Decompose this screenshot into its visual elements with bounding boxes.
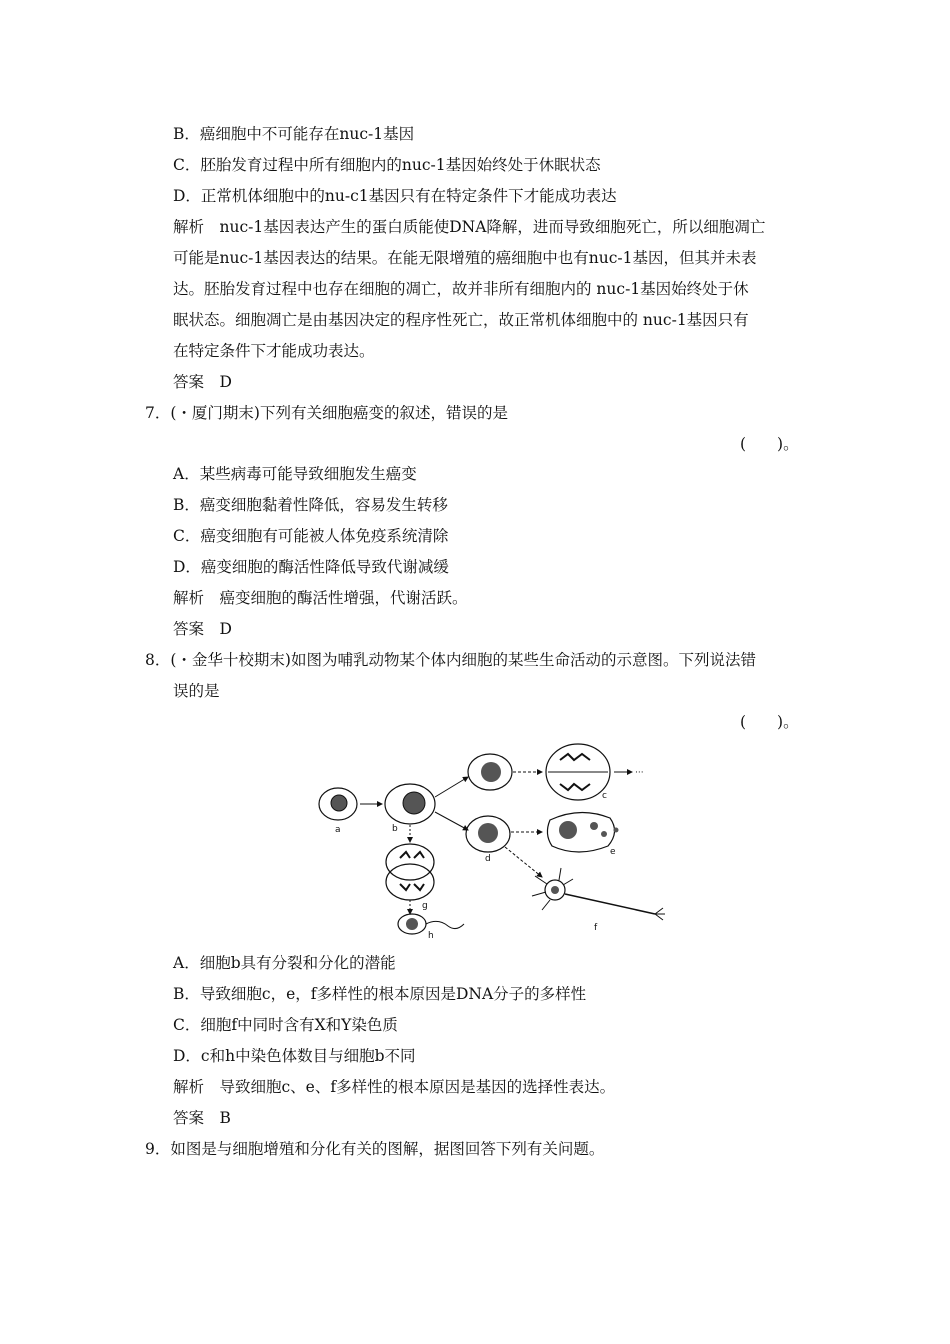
q6-answer: 答案 D [173,373,232,391]
label-g: g [422,901,428,911]
q7-analysis: 解析 癌变细胞的酶活性增强，代谢活跃。 [173,589,468,607]
q7-option-b: B．癌变细胞黏着性降低，容易发生转移 [173,496,448,514]
cell-d [466,816,510,852]
cell-life-activity-figure [310,742,670,942]
q8-option-d: D．c和h中染色体数目与细胞b不同 [173,1047,416,1065]
cell-g [386,844,434,900]
q6-analysis-line: 在特定条件下才能成功表达。 [173,342,375,360]
q6-analysis-line: 可能是nuc-1基因表达的结果。在能无限增殖的癌细胞中也有nuc-1基因，但其并未表 [173,249,757,267]
cell-b [385,784,435,824]
q8-option-b: B．导致细胞c，e，f多样性的根本原因是DNA分子的多样性 [173,985,587,1003]
q8-stem: 8．(・金华十校期末)如图为哺乳动物某个体内细胞的某些生命活动的示意图。下列说法错 [145,651,756,669]
label-a: a [335,825,341,835]
cell-f [532,868,665,920]
label-c: c [602,791,607,801]
q6-option-d: D．正常机体细胞中的nu-c1基因只有在特定条件下才能成功表达 [173,187,617,205]
q7-option-a: A．某些病毒可能导致细胞发生癌变 [173,465,417,483]
label-d: d [485,854,491,864]
q6-analysis-line: 解析 nuc-1基因表达产生的蛋白质能使DNA降解，进而导致细胞死亡，所以细胞凋亡 [173,218,766,236]
cell-upper [468,754,512,790]
label-e: e [610,847,616,857]
q7-answer-bracket: ( )。 [740,435,799,453]
label-f: f [594,923,598,933]
q6-analysis-line: 眠状态。细胞凋亡是由基因决定的程序性死亡，故正常机体细胞中的 nuc-1基因只有 [173,311,749,329]
q7-answer: 答案 D [173,620,232,638]
q8-option-a: A．细胞b具有分裂和分化的潜能 [173,954,396,972]
q8-analysis: 解析 导致细胞c、e、f多样性的根本原因是基因的选择性表达。 [173,1078,616,1096]
q7-option-d: D．癌变细胞的酶活性降低导致代谢减缓 [173,558,449,576]
q7-stem: 7．(・厦门期末)下列有关细胞癌变的叙述，错误的是 [145,404,508,422]
continuation-dots: ··· [635,768,644,778]
q6-option-b: B．癌细胞中不可能存在nuc-1基因 [173,125,415,143]
cell-e [547,812,618,852]
q8-stem-continued: 误的是 [173,682,220,700]
cell-a [319,788,357,820]
q7-option-c: C．癌变细胞有可能被人体免疫系统清除 [173,527,449,545]
cell-c [546,744,610,800]
q8-option-c: C．细胞f中同时含有X和Y染色质 [173,1016,398,1034]
q9-stem: 9．如图是与细胞增殖和分化有关的图解，据图回答下列有关问题。 [145,1140,605,1158]
q8-answer-bracket: ( )。 [740,713,799,731]
label-h: h [428,931,434,941]
q6-option-c: C．胚胎发育过程中所有细胞内的nuc-1基因始终处于休眠状态 [173,156,601,174]
label-b: b [392,824,398,834]
q8-answer: 答案 B [173,1109,231,1127]
q6-analysis-line: 达。胚胎发育过程中也存在细胞的凋亡，故并非所有细胞内的 nuc-1基因始终处于休 [173,280,749,298]
